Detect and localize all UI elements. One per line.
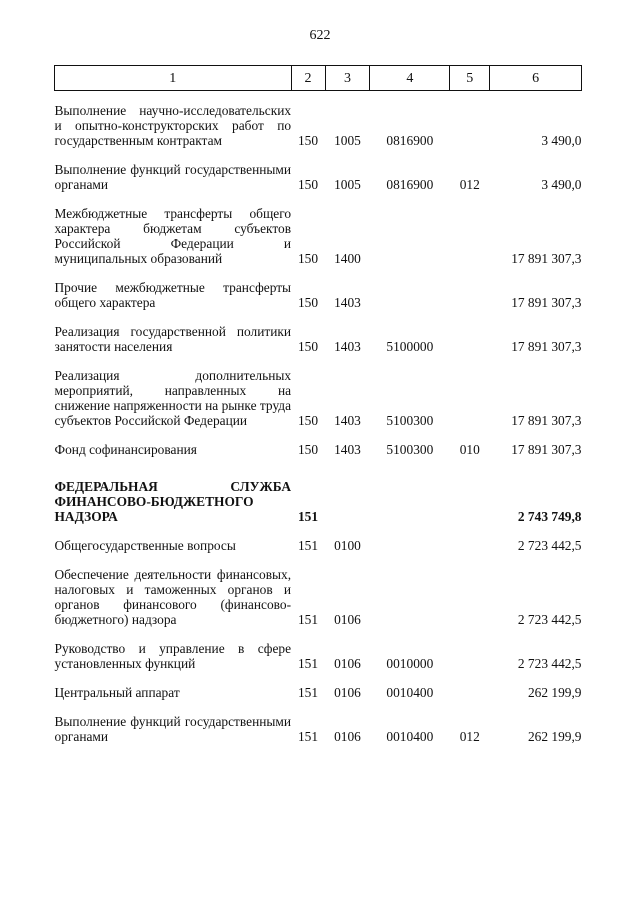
row-code-3: 1403 (334, 295, 361, 310)
row-code-2: 151 (297, 656, 319, 671)
row-code-2: 150 (297, 442, 319, 457)
header-col-4: 4 (370, 66, 450, 91)
row-amount: 17 891 307,3 (511, 413, 582, 428)
table-row (55, 266, 582, 310)
row-name: Обеспечение деятельности финансовых, налоговых и таможенных органов и органов финансового (финансово-бюджетного) надзора (54, 567, 292, 627)
row-amount: 262 199,9 (527, 685, 582, 700)
header-col-2: 2 (291, 66, 325, 91)
row-name: Центральный аппарат (54, 685, 180, 700)
row-code-4 (370, 266, 450, 310)
row-code-2: 151 (297, 729, 319, 744)
row-code-3: 0106 (334, 729, 361, 744)
row-code-3: 0106 (334, 685, 361, 700)
table-row (55, 553, 582, 627)
header-col-3: 3 (325, 66, 370, 91)
row-code-4 (370, 524, 450, 553)
row-amount: 17 891 307,3 (511, 339, 582, 354)
row-name: Реализация государственной политики занятости населения (54, 324, 292, 354)
row-code-3: 1403 (334, 339, 361, 354)
table-row (55, 627, 582, 671)
row-name: Реализация дополнительных мероприятий, направленных на снижение напряженности на рынке труда субъектов Российской Федерации (54, 368, 292, 428)
row-code-3: 0106 (334, 612, 361, 627)
row-code-5 (450, 192, 490, 266)
row-code-2: 150 (297, 133, 319, 148)
row-code-3: 0100 (334, 538, 361, 553)
table-row (55, 700, 582, 744)
row-amount: 2 723 442,5 (517, 656, 582, 671)
header-col-6: 6 (490, 66, 582, 91)
row-amount: 2 743 749,8 (517, 509, 582, 524)
row-code-5 (450, 553, 490, 627)
row-code-4: 5100300 (386, 413, 434, 428)
row-code-5 (450, 310, 490, 354)
row-code-5 (450, 457, 490, 524)
row-code-2: 150 (297, 339, 319, 354)
row-name: Руководство и управление в сфере установленных функций (54, 641, 292, 671)
table-body (55, 91, 582, 745)
row-amount: 3 490,0 (541, 133, 582, 148)
table-header (55, 66, 582, 91)
row-code-3: 1403 (334, 413, 361, 428)
row-code-3: 1403 (334, 442, 361, 457)
row-amount: 2 723 442,5 (517, 538, 582, 553)
budget-table (54, 65, 582, 744)
row-code-2: 151 (297, 612, 319, 627)
table-row (55, 354, 582, 428)
header-col-1: 1 (55, 66, 292, 91)
row-code-5 (450, 671, 490, 700)
row-code-5: 010 (459, 442, 480, 457)
row-code-4 (370, 553, 450, 627)
row-amount: 2 723 442,5 (517, 612, 582, 627)
row-code-2: 150 (297, 251, 319, 266)
row-code-2: 150 (297, 295, 319, 310)
row-code-3 (325, 457, 370, 524)
row-code-5 (450, 91, 490, 149)
row-code-4: 0010400 (386, 729, 434, 744)
row-amount: 17 891 307,3 (511, 442, 582, 457)
row-code-4: 5100300 (386, 442, 434, 457)
table-row (55, 148, 582, 192)
row-name: ФЕДЕРАЛЬНАЯ СЛУЖБА ФИНАНСОВО-БЮДЖЕТНОГО НАДЗОРА (54, 479, 292, 524)
row-code-3: 1005 (334, 133, 361, 148)
table-row (55, 457, 582, 524)
row-amount: 3 490,0 (541, 177, 582, 192)
row-name: Прочие межбюджетные трансферты общего характера (54, 280, 292, 310)
row-name: Общегосударственные вопросы (54, 538, 236, 553)
table-row (55, 671, 582, 700)
row-code-2: 151 (297, 509, 319, 524)
page-number: 622 (309, 28, 331, 43)
row-code-2: 150 (297, 177, 319, 192)
row-amount: 17 891 307,3 (511, 295, 582, 310)
row-name: Выполнение функций государственными органами (54, 714, 292, 744)
row-code-5 (450, 266, 490, 310)
row-code-2: 151 (297, 685, 319, 700)
row-code-3: 0106 (334, 656, 361, 671)
row-name: Фонд софинансирования (54, 442, 197, 457)
row-code-3: 1400 (334, 251, 361, 266)
row-code-2: 150 (297, 413, 319, 428)
table-row (55, 524, 582, 553)
row-code-5: 012 (459, 177, 480, 192)
row-code-5 (450, 627, 490, 671)
table-row (55, 428, 582, 457)
row-name: Межбюджетные трансферты общего характера бюджетам субъектов Российской Федерации и муниципальных образований (54, 206, 292, 266)
row-name: Выполнение научно-исследовательских и опытно-конструкторских работ по государственным контрактам (54, 103, 292, 148)
row-code-5 (450, 354, 490, 428)
row-code-5: 012 (459, 729, 480, 744)
row-code-4: 0010400 (386, 685, 434, 700)
table-row (55, 91, 582, 149)
row-code-3: 1005 (334, 177, 361, 192)
row-code-4: 0816900 (386, 177, 434, 192)
row-code-4 (370, 192, 450, 266)
table-row (55, 192, 582, 266)
row-code-4 (370, 457, 450, 524)
row-code-4: 0816900 (386, 133, 434, 148)
row-amount: 262 199,9 (527, 729, 582, 744)
row-code-4: 5100000 (386, 339, 434, 354)
row-code-4: 0010000 (386, 656, 434, 671)
row-name: Выполнение функций государственными органами (54, 162, 292, 192)
row-code-2: 151 (297, 538, 319, 553)
table-row (55, 310, 582, 354)
row-amount: 17 891 307,3 (511, 251, 582, 266)
row-code-5 (450, 524, 490, 553)
header-col-5: 5 (450, 66, 490, 91)
